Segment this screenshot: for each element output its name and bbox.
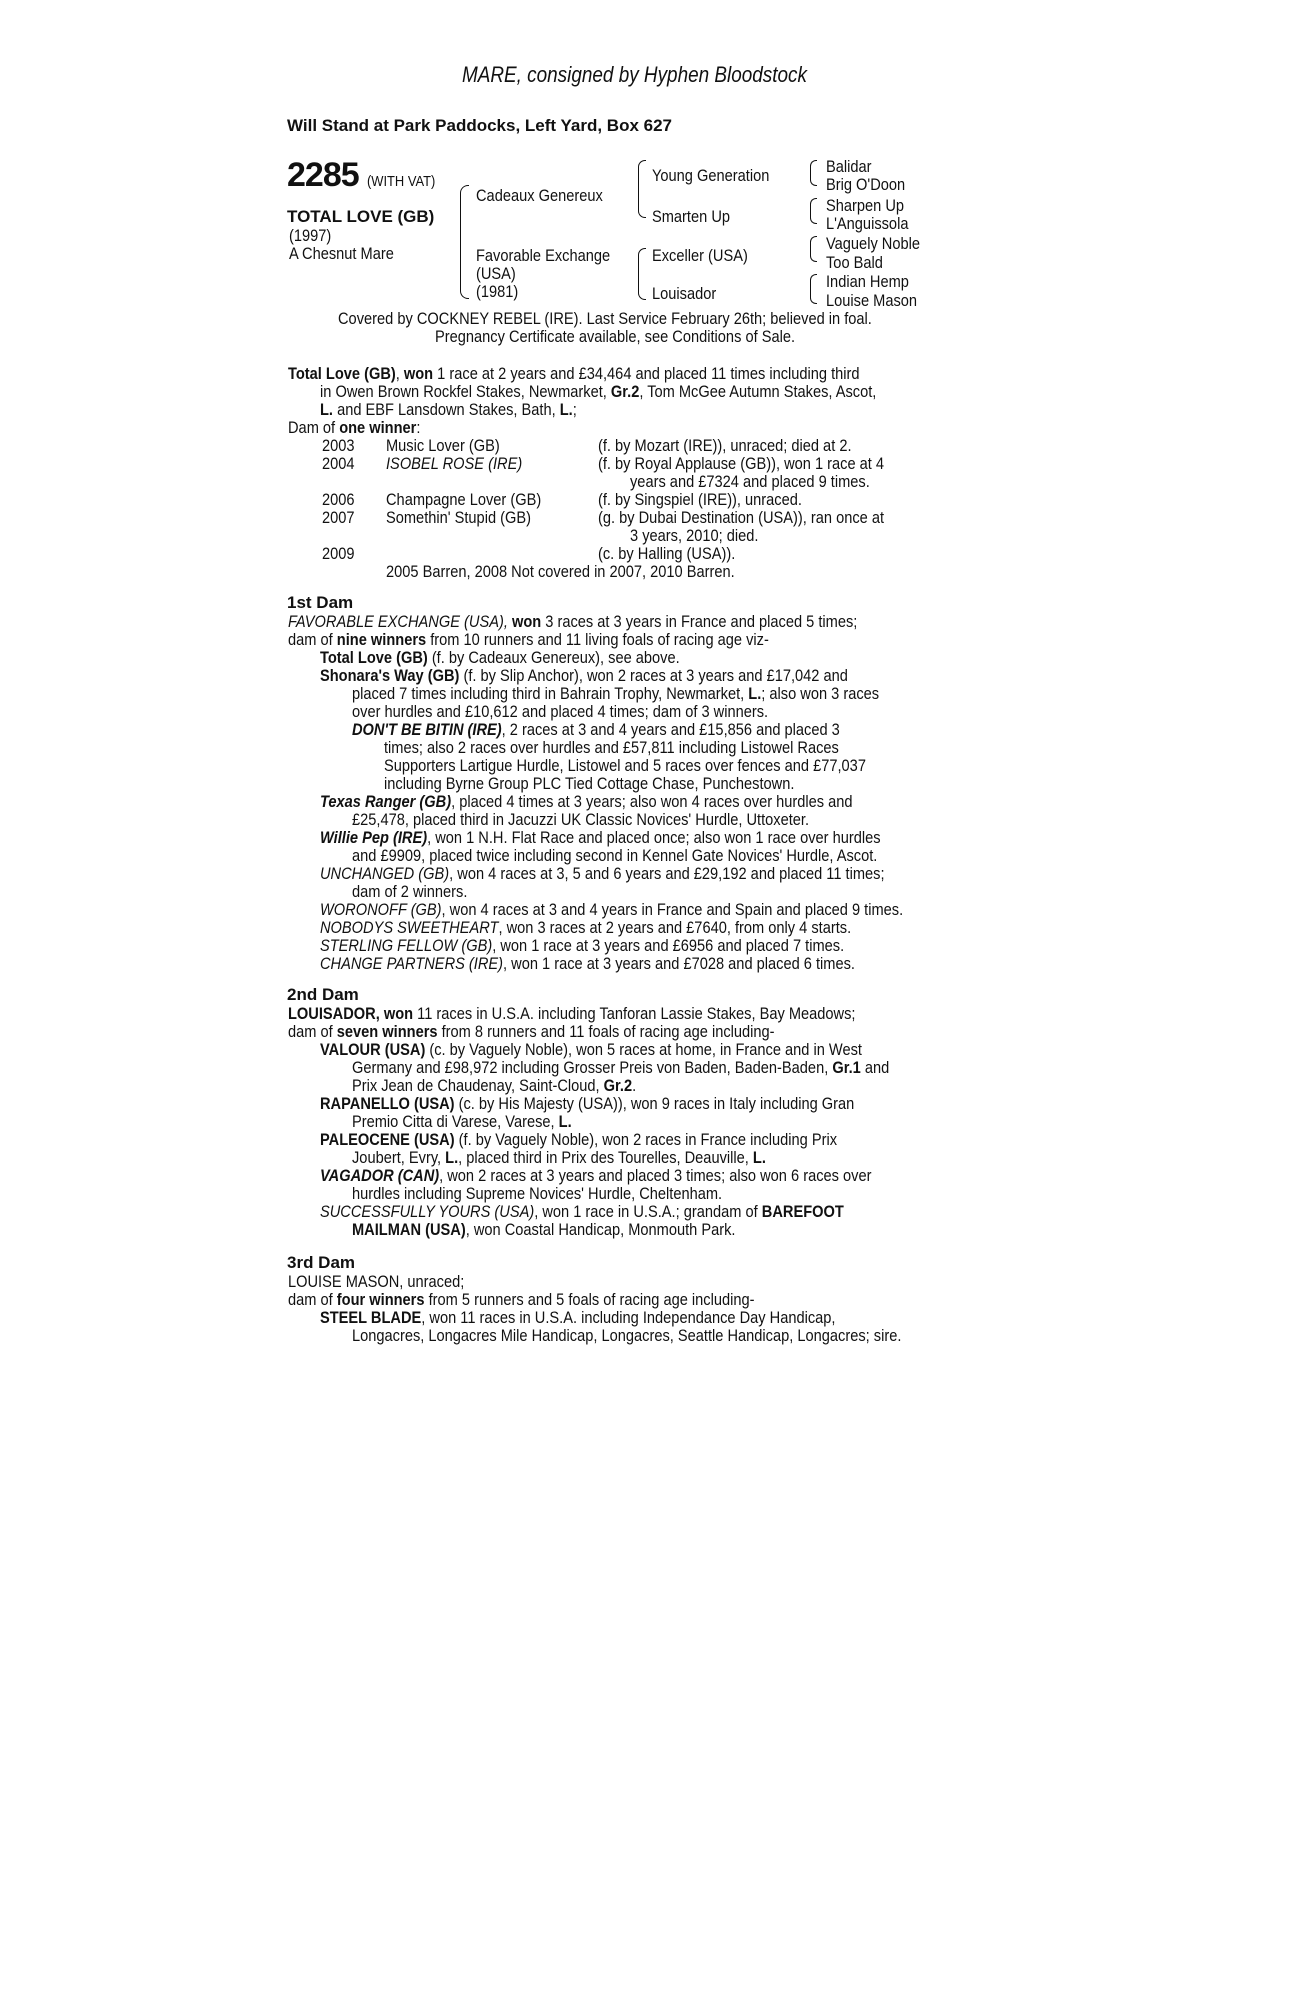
pedigree-g3: Sharpen Up bbox=[826, 196, 905, 215]
produce-year: 2003 bbox=[322, 436, 355, 455]
dam2-progeny-line: Prix Jean de Chaudenay, Saint-Cloud, Gr.2. bbox=[352, 1076, 637, 1095]
dam1-line-2: dam of nine winners from 10 runners and 11 living foals of racing age viz- bbox=[288, 630, 769, 649]
pedigree-brace-2b bbox=[638, 248, 646, 300]
lot-name: TOTAL LOVE (GB) bbox=[287, 207, 435, 226]
dam1-progeny-line: placed 7 times including third in Bahrain Trophy, Newmarket, L.; also won 3 races bbox=[352, 684, 880, 703]
produce-line-2: in Owen Brown Rockfel Stakes, Newmarket, Gr.2, Tom McGee Autumn Stakes, Ascot, bbox=[320, 382, 877, 401]
pedigree-dam: Favorable Exchange bbox=[476, 246, 611, 265]
produce-year: 2007 bbox=[322, 508, 355, 527]
produce-name: Somethin' Stupid (GB) bbox=[386, 508, 532, 527]
dam2-line-1: LOUISADOR, won 11 races in U.S.A. including Tanforan Lassie Stakes, Bay Meadows; bbox=[288, 1004, 856, 1023]
covered-line-1: Covered by COCKNEY REBEL (IRE). Last Service February 26th; believed in foal. bbox=[338, 309, 872, 328]
produce-year: 2009 bbox=[322, 544, 355, 563]
dam1-progeny-line: STERLING FELLOW (GB), won 1 race at 3 years and £6956 and placed 7 times. bbox=[320, 936, 845, 955]
pedigree-brace-3d bbox=[810, 274, 817, 304]
dam2-line-2: dam of seven winners from 8 runners and 11 foals of racing age including- bbox=[288, 1022, 775, 1041]
dam1-progeny-line: including Byrne Group PLC Tied Cottage Chase, Punchestown. bbox=[384, 774, 795, 793]
dam3-line-1: LOUISE MASON, unraced; bbox=[288, 1272, 465, 1291]
produce-name: ISOBEL ROSE (IRE) bbox=[386, 454, 523, 473]
dam2-progeny-line: SUCCESSFULLY YOURS (USA), won 1 race in U.S.A.; grandam of BAREFOOT bbox=[320, 1202, 844, 1221]
pedigree-g5: Vaguely Noble bbox=[826, 234, 921, 253]
pedigree-g8: Louise Mason bbox=[826, 291, 918, 310]
dam2-progeny-line: MAILMAN (USA), won Coastal Handicap, Monmouth Park. bbox=[352, 1220, 736, 1239]
dam3-progeny-line: Longacres, Longacres Mile Handicap, Longacres, Seattle Handicap, Longacres; sire. bbox=[352, 1326, 902, 1345]
produce-detail: (f. by Singspiel (IRE)), unraced. bbox=[598, 490, 802, 509]
dam2-progeny-line: RAPANELLO (USA) (c. by His Majesty (USA)), won 9 races in Italy including Gran bbox=[320, 1094, 855, 1113]
lot-number: 2285 bbox=[287, 156, 359, 194]
pedigree-g2: Brig O'Doon bbox=[826, 175, 906, 194]
pedigree-dam-dam: Louisador bbox=[652, 284, 717, 303]
pedigree-sire-sire: Young Generation bbox=[652, 166, 770, 185]
dam1-progeny-line: CHANGE PARTNERS (IRE), won 1 race at 3 years and £7028 and placed 6 times. bbox=[320, 954, 855, 973]
produce-line-4: Dam of one winner: bbox=[288, 418, 421, 437]
dam1-progeny-line: DON'T BE BITIN (IRE), 2 races at 3 and 4 years and £15,856 and placed 3 bbox=[352, 720, 840, 739]
produce-detail-cont: 3 years, 2010; died. bbox=[630, 526, 759, 545]
produce-detail-cont: years and £7324 and placed 9 times. bbox=[630, 472, 870, 491]
dam3-line-2: dam of four winners from 5 runners and 5 foals of racing age including- bbox=[288, 1290, 755, 1309]
dam2-progeny-line: PALEOCENE (USA) (f. by Vaguely Noble), won 2 races in France including Prix bbox=[320, 1130, 838, 1149]
dam1-title: 1st Dam bbox=[287, 593, 354, 612]
dam2-progeny-line: VALOUR (USA) (c. by Vaguely Noble), won 5 races at home, in France and in West bbox=[320, 1040, 862, 1059]
produce-name: Music Lover (GB) bbox=[386, 436, 500, 455]
produce-line-1: Total Love (GB), won 1 race at 2 years and £34,464 and placed 11 times including third bbox=[288, 364, 860, 383]
vat-note: (WITH VAT) bbox=[367, 173, 436, 190]
pedigree-g6: Too Bald bbox=[826, 253, 883, 272]
dam1-progeny-line: WORONOFF (GB), won 4 races at 3 and 4 years in France and Spain and placed 9 times. bbox=[320, 900, 904, 919]
lot-description: A Chesnut Mare bbox=[289, 244, 394, 263]
pedigree-brace-2a bbox=[638, 160, 646, 218]
pedigree-sire-dam: Smarten Up bbox=[652, 207, 731, 226]
pedigree-dam-year: (1981) bbox=[476, 282, 519, 301]
consignor-line: MARE, consigned by Hyphen Bloodstock bbox=[462, 62, 807, 87]
dam1-progeny-line: over hurdles and £10,612 and placed 4 times; dam of 3 winners. bbox=[352, 702, 769, 721]
pedigree-g4: L'Anguissola bbox=[826, 214, 909, 233]
pedigree-brace-3b bbox=[810, 198, 817, 224]
dam1-progeny-line: UNCHANGED (GB), won 4 races at 3, 5 and 6 years and £29,192 and placed 11 times; bbox=[320, 864, 885, 883]
covered-line-2: Pregnancy Certificate available, see Conditions of Sale. bbox=[435, 327, 796, 346]
dam1-progeny-line: Texas Ranger (GB), placed 4 times at 3 years; also won 4 races over hurdles and bbox=[320, 792, 853, 811]
pedigree-sire: Cadeaux Genereux bbox=[476, 186, 603, 205]
produce-detail: (c. by Halling (USA)). bbox=[598, 544, 736, 563]
produce-line-3: L. and EBF Lansdown Stakes, Bath, L.; bbox=[320, 400, 577, 419]
pedigree-brace-3a bbox=[810, 160, 817, 186]
dam1-progeny-line: Total Love (GB) (f. by Cadeaux Genereux), see above. bbox=[320, 648, 680, 667]
pedigree-g7: Indian Hemp bbox=[826, 272, 909, 291]
dam1-progeny-line: Shonara's Way (GB) (f. by Slip Anchor), won 2 races at 3 years and £17,042 and bbox=[320, 666, 848, 685]
dam1-progeny-line: times; also 2 races over hurdles and £57,811 including Listowel Races bbox=[384, 738, 839, 757]
lot-year: (1997) bbox=[289, 226, 332, 245]
produce-year: 2004 bbox=[322, 454, 355, 473]
pedigree-dam-country: (USA) bbox=[476, 264, 516, 283]
produce-year: 2006 bbox=[322, 490, 355, 509]
produce-barren: 2005 Barren, 2008 Not covered in 2007, 2010 Barren. bbox=[386, 562, 735, 581]
dam2-progeny-line: Premio Citta di Varese, Varese, L. bbox=[352, 1112, 572, 1131]
pedigree-dam-sire: Exceller (USA) bbox=[652, 246, 748, 265]
dam1-line-1: FAVORABLE EXCHANGE (USA), won 3 races at 3 years in France and placed 5 times; bbox=[288, 612, 858, 631]
dam2-progeny-line: Joubert, Evry, L., placed third in Prix des Tourelles, Deauville, L. bbox=[352, 1148, 766, 1167]
pedigree-brace-1 bbox=[460, 185, 469, 299]
dam1-progeny-line: Supporters Lartigue Hurdle, Listowel and 5 races over fences and £77,037 bbox=[384, 756, 866, 775]
produce-detail: (g. by Dubai Destination (USA)), ran once at bbox=[598, 508, 885, 527]
dam1-progeny-line: dam of 2 winners. bbox=[352, 882, 468, 901]
dam3-progeny-line: STEEL BLADE, won 11 races in U.S.A. including Independance Day Handicap, bbox=[320, 1308, 836, 1327]
dam3-title: 3rd Dam bbox=[287, 1253, 356, 1272]
produce-detail: (f. by Royal Applause (GB)), won 1 race at 4 bbox=[598, 454, 885, 473]
produce-detail: (f. by Mozart (IRE)), unraced; died at 2. bbox=[598, 436, 852, 455]
stand-line: Will Stand at Park Paddocks, Left Yard, Box 627 bbox=[287, 116, 672, 135]
pedigree-g1: Balidar bbox=[826, 157, 872, 176]
pedigree-brace-3c bbox=[810, 236, 817, 262]
dam2-title: 2nd Dam bbox=[287, 985, 359, 1004]
dam2-progeny-line: Germany and £98,972 including Grosser Preis von Baden, Baden-Baden, Gr.1 and bbox=[352, 1058, 890, 1077]
dam1-progeny-line: and £9909, placed twice including second in Kennel Gate Novices' Hurdle, Ascot. bbox=[352, 846, 878, 865]
dam2-progeny-line: hurdles including Supreme Novices' Hurdle, Cheltenham. bbox=[352, 1184, 723, 1203]
dam2-progeny-line: VAGADOR (CAN), won 2 races at 3 years and placed 3 times; also won 6 races over bbox=[320, 1166, 872, 1185]
dam1-progeny-line: Willie Pep (IRE), won 1 N.H. Flat Race and placed once; also won 1 race over hurdles bbox=[320, 828, 881, 847]
dam1-progeny-line: NOBODYS SWEETHEART, won 3 races at 2 years and £7640, from only 4 starts. bbox=[320, 918, 852, 937]
produce-name: Champagne Lover (GB) bbox=[386, 490, 542, 509]
dam1-progeny-line: £25,478, placed third in Jacuzzi UK Classic Novices' Hurdle, Uttoxeter. bbox=[352, 810, 810, 829]
